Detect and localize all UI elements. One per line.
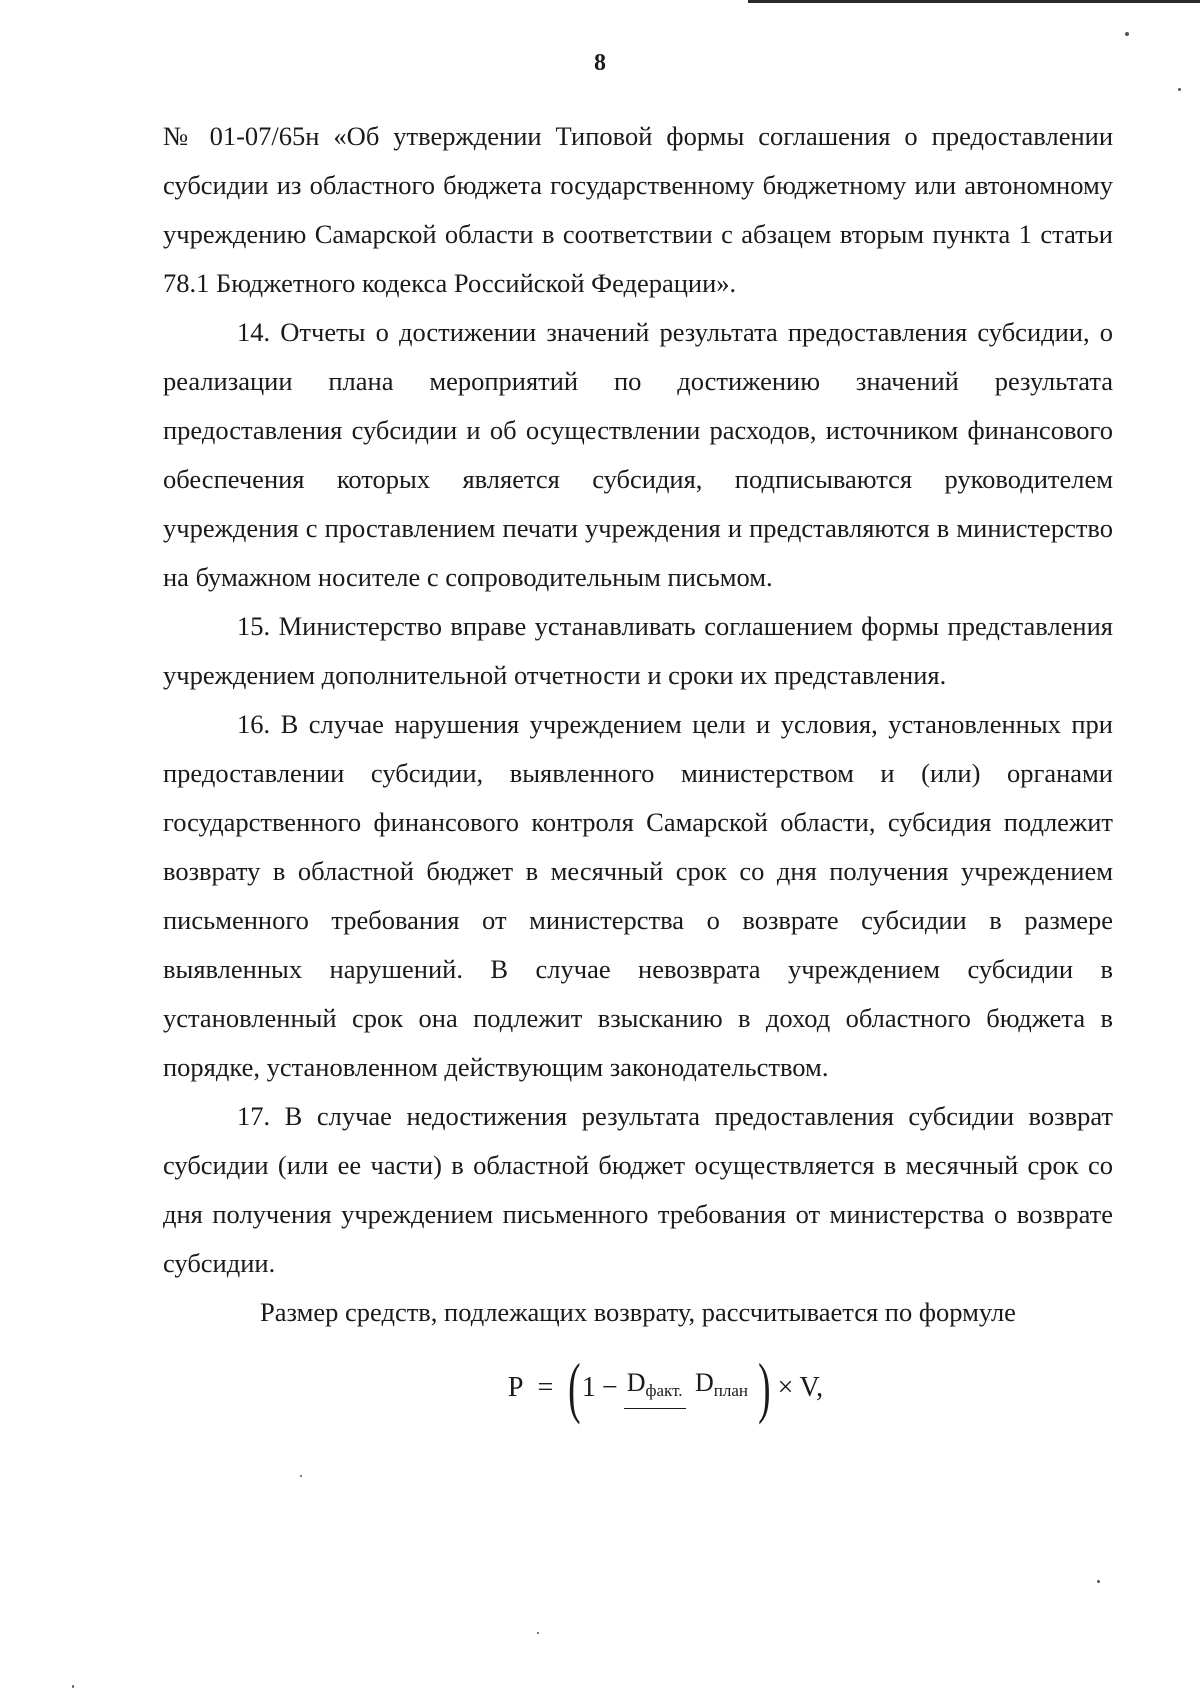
paragraph-continuation: № 01-07/65н «Об утверждении Типовой формы соглашения о предоставлении субсидии из областного бюджета государственному бюджетному или автономному учреждению Самарской области в соответствии с абзацем вторым пункта 1 статьи 78.1 Бюджетного кодекса Российской Федерации». [163,121,1113,298]
fraction-numerator: $D_{факт.}$ [624,1368,686,1409]
formula-fraction [624,1366,751,1409]
formula-rhs: V, [799,1371,824,1403]
formula-equals: = [537,1371,554,1403]
refund-formula [163,1337,1113,1437]
formula-minus: − [601,1371,618,1403]
scan-speck [537,1632,539,1634]
formula-intro: Размер средств, подлежащих возврату, рассчитывается по формуле [260,1297,1016,1327]
paragraph-17: 17. В случае недостижения результата предоставления субсидии возврат субсидии (или ее части) в областной бюджет осуществляется в месячный срок со дня получения учреждением письменного требования от министерства о возврате субсидии. [163,1101,1113,1278]
formula-close-paren: ) [758,1349,771,1425]
paragraph-14: 14. Отчеты о достижении значений результата предоставления субсидии, о реализации плана мероприятий по достижению значений результата предоставления субсидии и об осуществлении расходов, источником финансового обеспечения которых является субсидия, подписываются руководителем учреждения с проставлением печати учреждения и представляются в министерство на бумажном носителе с сопроводительным письмом. [163,317,1113,592]
formula-lhs: P [507,1371,524,1403]
formula-open-paren: ( [568,1349,581,1425]
scan-speck [1097,1580,1100,1583]
scan-speck [1125,32,1129,36]
paragraph-15: 15. Министерство вправе устанавливать соглашением формы представления учреждением дополнительной отчетности и сроки их представления. [163,611,1113,690]
scan-speck [72,1685,74,1688]
formula-times: × [777,1371,794,1403]
fraction-denominator: $D_{план}$ [695,1367,749,1400]
formula-one: 1 [581,1371,596,1403]
top-edge-rule [748,0,1200,3]
scan-speck [1178,88,1181,91]
document-body [163,112,1113,1437]
scan-speck [300,1475,302,1477]
page-number: 8 [594,50,606,76]
paragraph-16: 16. В случае нарушения учреждением цели и условия, установленных при предоставлении субсидии, выявленного министерством и (или) органами государственного финансового контроля Самарской области, субсидия подлежит возврату в областной бюджет в месячный срок со дня получения учреждением письменного требования от министерства о возврате субсидии в размере выявленных нарушений. В случае невозврата учреждением субсидии в установленный срок она подлежит взысканию в доход областного бюджета в порядке, установленном действующим законодательством. [163,709,1113,1082]
